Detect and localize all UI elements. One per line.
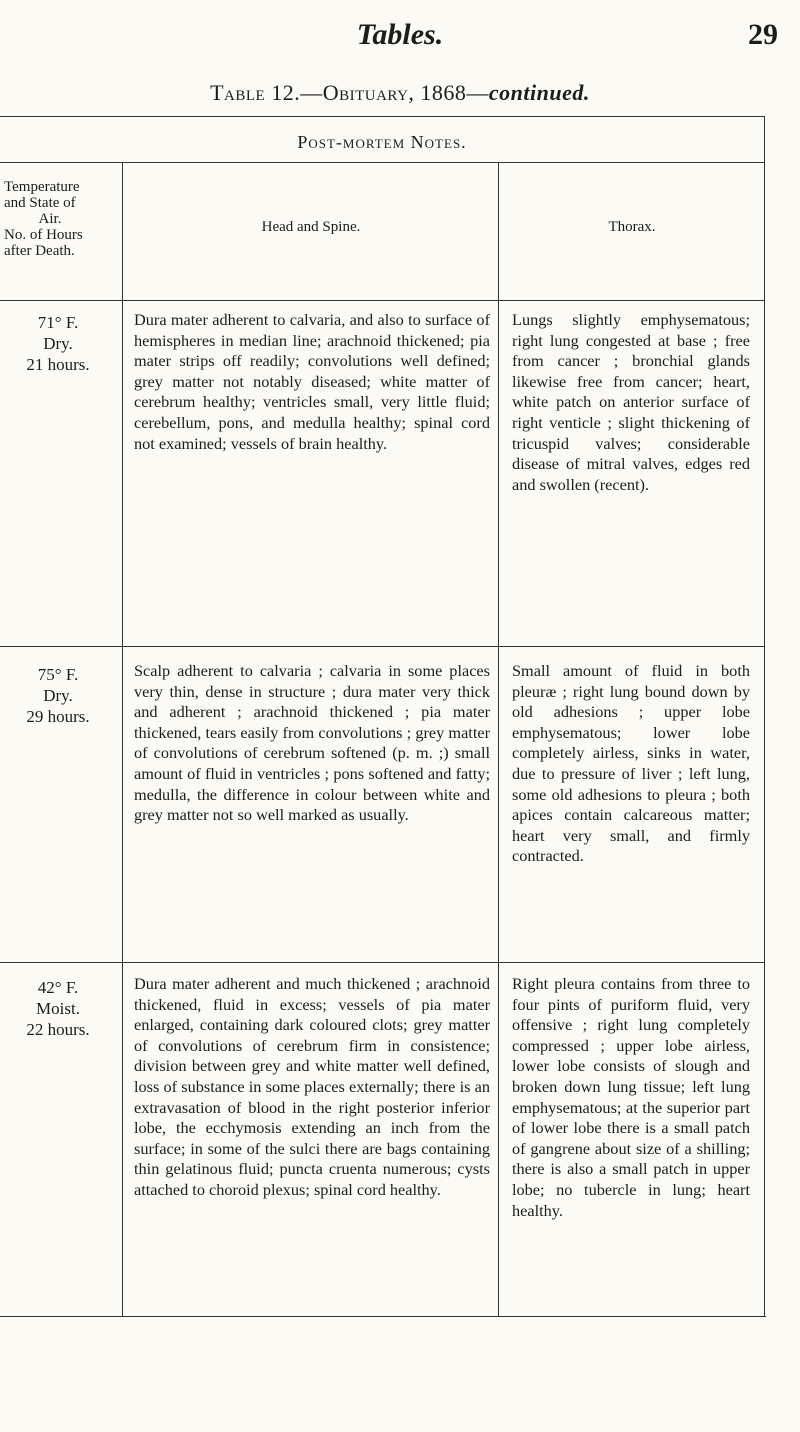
- header-temperature-line: after Death.: [4, 243, 75, 259]
- temperature-line: 21 hours.: [26, 355, 90, 374]
- table-bottom-rule: [0, 1316, 766, 1317]
- header-bottom-rule: [0, 300, 764, 301]
- temperature-line: 71° F.: [37, 313, 79, 332]
- row-1-head-notes: Dura mater adherent to calvaria, and also to surface of hemispheres in median line; arachnoid thickened; pia mater strips off readily; convolutions well defined; grey matter not notably diseased; white matter of cerebrum healthy; ventricles small, very little fluid; cerebellum, pons, and medulla healthy; spinal cord not examined; vessels of brain healthy.: [134, 310, 490, 453]
- column-divider-2: [498, 162, 499, 1316]
- table-caption-continued: continued.: [488, 80, 590, 105]
- header-thorax: Thorax.: [608, 219, 656, 235]
- temperature-line: 75° F.: [37, 665, 79, 684]
- row-3-temperature: [4, 977, 112, 1040]
- header-temperature-line: Air.: [38, 211, 62, 227]
- running-head: [0, 14, 800, 54]
- header-top-rule: [0, 162, 764, 163]
- section-title: Post-mortem Notes.: [297, 132, 467, 152]
- temperature-line: Moist.: [36, 999, 80, 1018]
- row-3-head-notes: Dura mater adherent and much thickened ; arachnoid thickened, fluid in excess; vessels of pia mater enlarged, containing dark coloured clots; grey matter of convolutions of cerebrum firm in consistence; division between grey and white matter well defined, loss of substance in some places externally; there is an extravasation of blood in the right posterior inferior lobe, the ecchymosis extending an inch from the surface; in some of the sulci there are bags containing thin gelatinous fluid; puncta cruenta numerous; cysts attached to choroid plexus; spinal cord healthy.: [134, 974, 490, 1199]
- row-3-thorax-notes: Right pleura contains from three to four pints of puriform fluid, very offensive ; right lung completely compressed ; upper lobe airless, lower lobe consists of slough and broken down lung tissue; left lung emphysematous; at the superior part of lower lobe there is a small patch of gangrene about size of a shilling; there is also a small patch in upper lobe; no tubercle in lung; heart healthy.: [512, 974, 750, 1220]
- row-1-temperature: [4, 312, 112, 375]
- table-caption-prefix: Table 12.—Obituary, 1868—: [210, 80, 489, 105]
- row-2-temperature: [4, 664, 112, 727]
- temperature-line: 22 hours.: [26, 1020, 90, 1039]
- temperature-line: Dry.: [43, 686, 73, 705]
- row-1-thorax-notes: Lungs slightly emphysematous; right lung congested at base ; free from cancer ; bronchial glands likewise free from cancer; heart, white patch on anterior surface of right venticle ; slight thickening of tricuspid valves; considerable disease of mitral valves, edges red and swollen (recent).: [512, 310, 750, 494]
- header-temperature-line: No. of Hours: [4, 227, 83, 243]
- temperature-line: Dry.: [43, 334, 73, 353]
- temperature-line: 42° F.: [37, 978, 79, 997]
- row-2-thorax-notes: Small amount of fluid in both pleuræ ; right lung bound down by old adhesions ; upper lobe emphysematous; lower lobe completely airless, sinks in water, due to pressure of liver ; left lung, some old adhesions to pleura ; both apices contain calcareous matter; heart very small, and firmly contracted.: [512, 661, 750, 866]
- running-title: Tables.: [356, 18, 444, 51]
- header-temperature: [4, 179, 122, 259]
- page-number: 29: [748, 18, 778, 51]
- row-2-head-notes: Scalp adherent to calvaria ; calvaria in some places very thin, dense in structure ; dura mater very thick and adherent ; arachnoid thickened ; pia mater thickened, tears easily from convolutions ; grey matter of convolutions of cerebrum softened (p. m. ;) small amount of fluid in ventricles ; pons softened and fatty; medulla, the difference in colour between white and grey matter not so well marked as usually.: [134, 661, 490, 825]
- header-head-and-spine: Head and Spine.: [261, 219, 361, 235]
- row-divider-1: [0, 646, 764, 647]
- header-temperature-line: and State of: [4, 195, 76, 211]
- row-divider-2: [0, 962, 764, 963]
- table-caption: [0, 80, 800, 106]
- column-divider-1: [122, 162, 123, 1316]
- header-temperature-line: Temperature: [4, 179, 80, 195]
- temperature-line: 29 hours.: [26, 707, 90, 726]
